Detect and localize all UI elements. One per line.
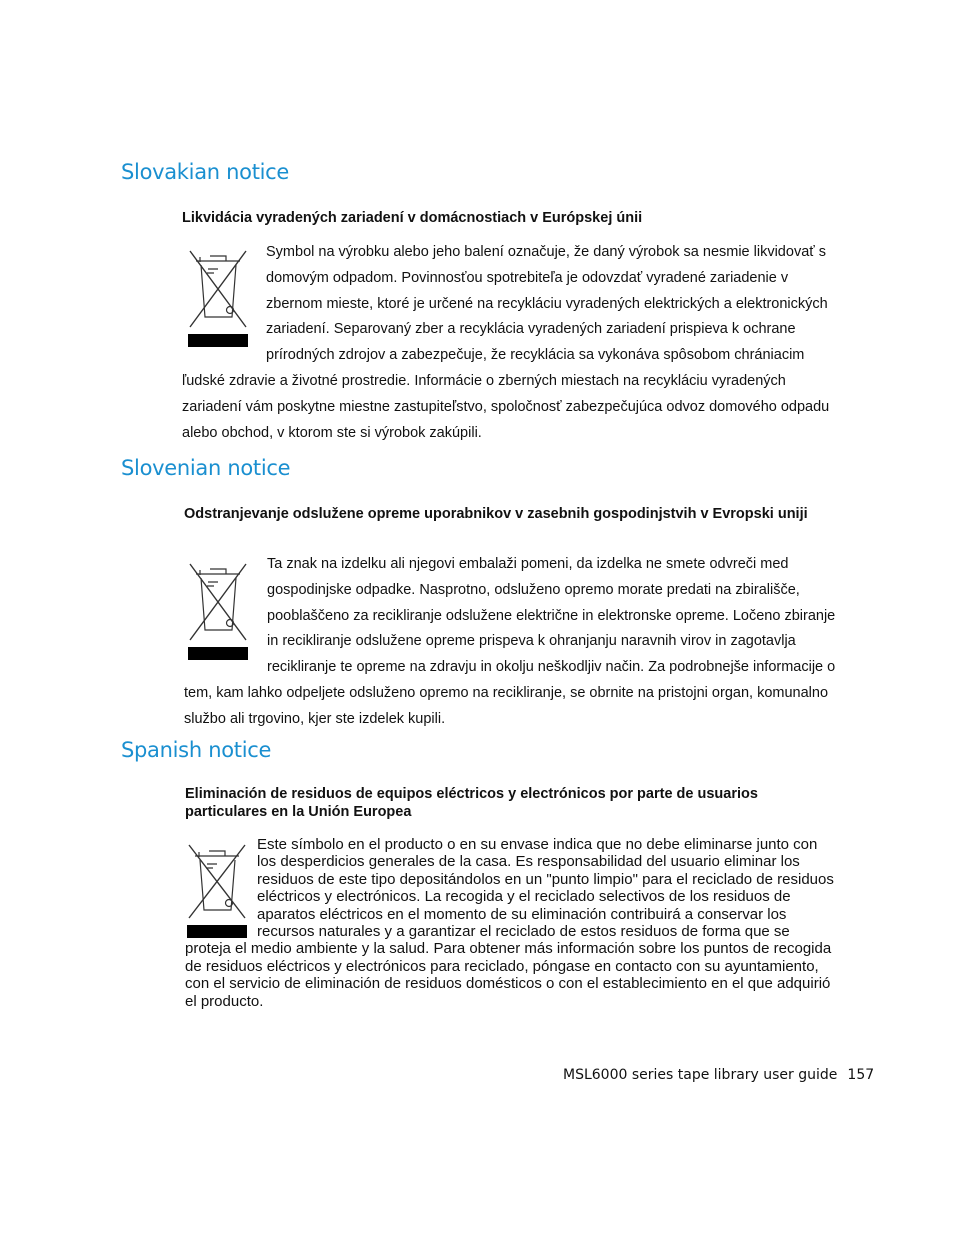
section-subtitle-spanish: Eliminación de residuos de equipos eléctricos y electrónicos por parte de usuarios particulares en la Unión Europea: [185, 786, 758, 820]
footer-guide-title: MSL6000 series tape library user guide: [563, 1067, 838, 1083]
section-paragraph-slovak: Symbol na výrobku alebo jeho balení označuje, že daný výrobok sa nesmie likvidovať s domovým odpadom. Povinnosťou spotrebiteľa je odovzdať vyradené zariadenie v zbernom mieste, ktoré je určené na recykláciu vyradených elektrických a elektronických zariadení. Separovaný zber a recyklácia vyradených zariadení prispieva k ochrane prírodných zdrojov a zabezpečuje, že recyklácia sa vykonáva spôsobom chrániacim ľudské zdravie a životné prostredie. Informácie o zberných miestach na recykláciu vyradených zariadení vám poskytne miestne zastupiteľstvo, spoločnosť zabezpečujúca odvoz domového odpadu alebo obchod, v ktorom ste si výrobok zakúpili.: [182, 244, 830, 441]
page-footer: [563, 1067, 874, 1083]
page-number: 157: [847, 1067, 875, 1083]
section-subtitle-slovak: Likvidácia vyradených zariadení v domácnostiach v Európskej únii: [182, 210, 643, 226]
section-paragraph-spanish: Este símbolo en el producto o en su envase indica que no debe eliminarse junto con los desperdicios generales de la casa. Es responsabilidad del usuario eliminar los residuos de este tipo depositándolos en un "punto limpio" para el reciclado de residuos eléctricos y electrónicos. La recogida y el reciclado selectivos de los residuos de aparatos eléctricos en el momento de su eliminación contribuirá a conservar los recursos naturales y a garantizar el reciclado de estos residuos de forma que se proteja el medio ambiente y la salud. Para obtener más información sobre los puntos de recogida de residuos eléctricos y electrónicos para reciclado, póngase en contacto con su ayuntamiento, con el servicio de eliminación de residuos domésticos o con el establecimiento en el que adquirió el producto.: [185, 836, 834, 1010]
section-title-spanish: Spanish notice: [121, 738, 272, 762]
section-title-slovak: Slovakian notice: [121, 160, 290, 184]
section-subtitle-slovenian: Odstranjevanje odslužene opreme uporabnikov v zasebnih gospodinjstvih v Evropski uniji: [184, 506, 808, 522]
section-title-slovenian: Slovenian notice: [121, 456, 291, 480]
section-paragraph-slovenian: Ta znak na izdelku ali njegovi embalaži pomeni, da izdelka ne smete odvreči med gospodinjske odpadke. Nasprotno, odsluženo opremo morate predati na zbirališče, pooblaščeno za recikliranje odslužene električne in elektronske opreme. Ločeno zbiranje in recikliranje odslužene opreme prispeva k ohranjanju naravnih virov in zagotavlja recikliranje te opreme na zdravju in okolju neškodljiv način. Za podrobnejše informacije o tem, kam lahko odpeljete odsluženo opremo na recikliranje, se obrnite na pristojni organ, komunalno službo ali trgovino, kjer ste izdelek kupili.: [184, 556, 836, 727]
